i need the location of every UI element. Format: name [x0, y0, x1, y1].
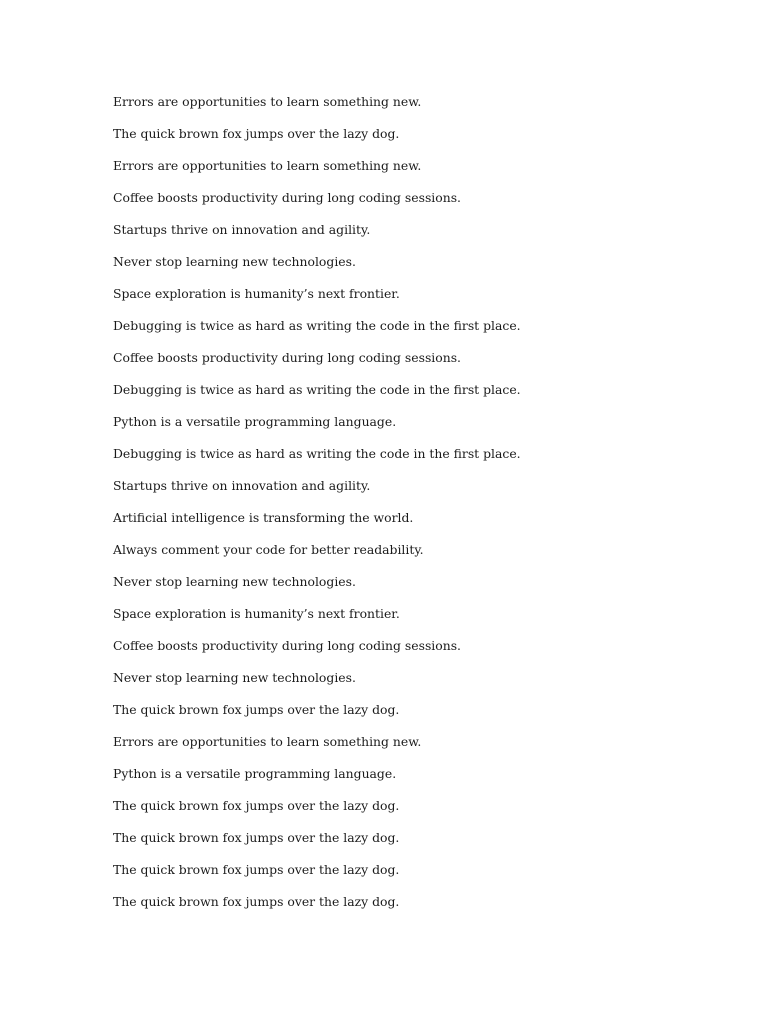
- document-line: Errors are opportunities to learn something new.: [113, 158, 422, 173]
- document-line: The quick brown fox jumps over the lazy dog.: [113, 702, 400, 717]
- document-line: Never stop learning new technologies.: [113, 670, 356, 685]
- document-line: Errors are opportunities to learn something new.: [113, 94, 422, 109]
- document-line: Space exploration is humanity’s next frontier.: [113, 606, 400, 621]
- document-line: Startups thrive on innovation and agility.: [113, 478, 371, 493]
- document-line: Never stop learning new technologies.: [113, 254, 356, 269]
- document-line: The quick brown fox jumps over the lazy dog.: [113, 830, 400, 845]
- document-line: Coffee boosts productivity during long coding sessions.: [113, 350, 461, 365]
- document-body: [113, 92, 673, 924]
- document-line: Never stop learning new technologies.: [113, 574, 356, 589]
- document-line: The quick brown fox jumps over the lazy dog.: [113, 894, 400, 909]
- document-line: Python is a versatile programming language.: [113, 766, 397, 781]
- document-line: Debugging is twice as hard as writing the code in the first place.: [113, 318, 521, 333]
- document-line: Debugging is twice as hard as writing the code in the first place.: [113, 446, 521, 461]
- document-line: The quick brown fox jumps over the lazy dog.: [113, 862, 400, 877]
- document-line: The quick brown fox jumps over the lazy dog.: [113, 798, 400, 813]
- document-line: Coffee boosts productivity during long coding sessions.: [113, 638, 461, 653]
- document-line: Artificial intelligence is transforming the world.: [113, 510, 414, 525]
- document-line: Startups thrive on innovation and agility.: [113, 222, 371, 237]
- document-line: Python is a versatile programming language.: [113, 414, 397, 429]
- document-line: Debugging is twice as hard as writing the code in the first place.: [113, 382, 521, 397]
- document-line: Coffee boosts productivity during long coding sessions.: [113, 190, 461, 205]
- document-line: Always comment your code for better readability.: [113, 542, 424, 557]
- document-line: Errors are opportunities to learn something new.: [113, 734, 422, 749]
- document-line: Space exploration is humanity’s next frontier.: [113, 286, 400, 301]
- document-line: The quick brown fox jumps over the lazy dog.: [113, 126, 400, 141]
